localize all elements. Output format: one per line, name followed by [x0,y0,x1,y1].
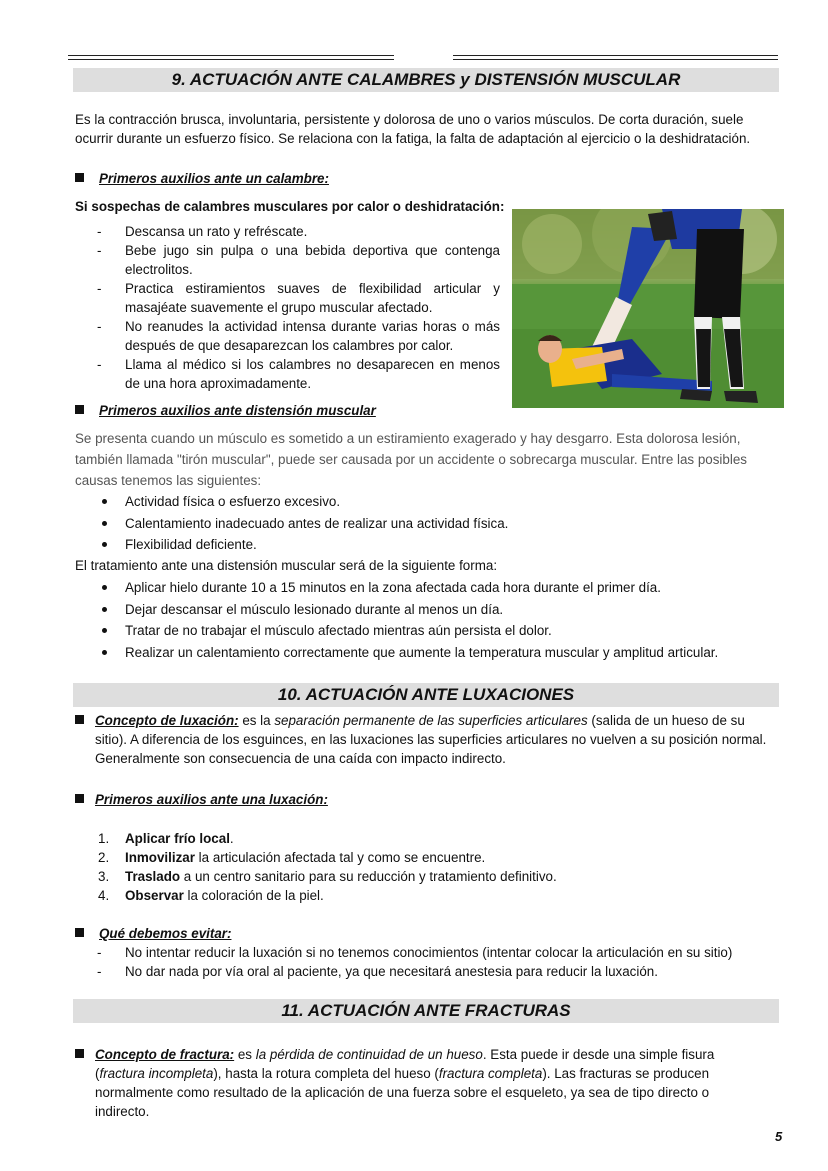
concept-line: indirecto. [95,1104,150,1119]
step-bold: Aplicar frío local [125,831,230,846]
top-rule-right [453,55,778,60]
list-item: - No intentar reducir la luxación si no tenemos conocimientos (intentar colocar la articulación en su sitio) [97,943,787,962]
strain-heading [75,401,376,420]
cramp-list [97,222,500,393]
strain-line: Se presenta cuando un músculo es sometido a un estiramiento exagerado y hay desgarro. Esta dolorosa lesión, [75,431,741,446]
top-rule-left [68,55,394,60]
step-text: la coloración de la piel. [183,888,324,903]
text-run: la pérdida de continuidad de un hueso [255,1047,483,1062]
cramp-heading-text: Primeros auxilios ante un calambre: [99,171,329,186]
page-number: 5 [775,1129,783,1144]
step-number: 1. [98,831,110,846]
strain-description [75,428,777,491]
text-run: fractura incompleta [99,1066,214,1081]
luxation-steps [98,829,557,905]
list-item [98,829,557,848]
avoid-heading [75,924,231,943]
step-number: 3. [98,869,110,884]
step-text: . [229,831,234,846]
strain-line: causas tenemos las siguientes: [75,473,262,488]
list-item: Calentamiento inadecuado antes de realizar una actividad física. [99,513,508,535]
text-run: es [234,1047,256,1062]
text-run: ), hasta la rotura completa del hueso ( [213,1066,439,1081]
list-item: Realizar un calentamiento correctamente que aumente la temperatura muscular y amplitud articular. [99,642,718,664]
text-run: ). Las fracturas se producen [542,1066,710,1081]
list-item: - Descansa un rato y refréscate. [97,222,500,241]
list-item [98,848,557,867]
section-11-title: 11. ACTUACIÓN ANTE FRACTURAS [73,999,779,1023]
square-bullet-icon [75,405,84,414]
step-bold: Inmovilizar [125,850,195,865]
text-run: fractura completa [438,1066,543,1081]
list-item [98,886,557,905]
list-item: - Practica estiramientos suaves de flexibilidad articular y masajéate suavemente el grupo muscular afectado. [97,279,500,317]
luxation-aid-heading [75,790,328,809]
causes-list [99,491,508,556]
square-bullet-icon [75,1049,84,1058]
square-bullet-icon [75,928,84,937]
list-item: - Llama al médico si los calambres no desaparecen en menos de una hora aproximadamente. [97,355,500,393]
text-run: es la [238,713,275,728]
text-run: separación permanente de las superficies articulares [274,713,588,728]
intro-line: Es la contracción brusca, involuntaria, persistente y dolorosa de uno o varios músculos. De corta duración, suele [75,112,744,127]
step-number: 4. [98,888,110,903]
text-run: ( [95,1066,100,1081]
text-run: . Esta puede ir desde una simple fisura [482,1047,715,1062]
cramp-heading [75,169,329,188]
cramp-subheading: Si sospechas de calambres musculares por calor o deshidratación: [75,199,505,214]
soccer-players-image [512,209,784,408]
square-bullet-icon [75,173,84,182]
list-item: Flexibilidad deficiente. [99,534,508,556]
text-run: (salida de un hueso de su [587,713,745,728]
cramp-stretch-photo [512,209,784,408]
list-item [98,867,557,886]
square-bullet-icon [75,794,84,803]
list-item: Aplicar hielo durante 10 a 15 minutos en la zona afectada cada hora durante el primer día. [99,577,718,599]
step-bold: Traslado [125,869,181,884]
fracture-concept [75,1045,777,1121]
concept-line: Generalmente son consecuencia de una caída con impacto indirecto. [95,751,506,766]
treatment-list [99,577,718,663]
section-9-title: 9. ACTUACIÓN ANTE CALAMBRES y DISTENSIÓN MUSCULAR [73,68,779,92]
section-10-title: 10. ACTUACIÓN ANTE LUXACIONES [73,683,779,707]
concept-label: Concepto de fractura: [95,1047,235,1062]
concept-line: normalmente como resultado de la aplicación de una fuerza sobre el esqueleto, ya sea de tipo directo o [95,1085,710,1100]
luxation-concept [75,711,777,768]
strain-heading-text: Primeros auxilios ante distensión muscular [99,403,376,418]
step-bold: Observar [125,888,184,903]
aid-heading-text: Primeros auxilios ante una luxación: [95,792,328,807]
step-text: la articulación afectada tal y como se encuentre. [194,850,486,865]
step-number: 2. [98,850,110,865]
list-item: Dejar descansar el músculo lesionado durante al menos un día. [99,599,718,621]
list-item: - No reanudes la actividad intensa durante varias horas o más después de que desaparezcan los calambres por calor. [97,317,500,355]
concept-label: Concepto de luxación: [95,713,239,728]
square-bullet-icon [75,715,84,724]
avoid-heading-text: Qué debemos evitar: [99,926,232,941]
list-item: - No dar nada por vía oral al paciente, ya que necesitará anestesia para reducir la luxación. [97,962,787,981]
intro-line: ocurrir durante un esfuerzo físico. Se relaciona con la fatiga, la falta de adaptación al ejercicio o la deshidratación. [75,131,751,146]
treatment-intro: El tratamiento ante una distensión muscular será de la siguiente forma: [75,558,498,573]
step-text: a un centro sanitario para su reducción y tratamiento definitivo. [180,869,557,884]
list-item: Actividad física o esfuerzo excesivo. [99,491,508,513]
strain-line: también llamada "tirón muscular", puede ser causada por un accidente o sobrecarga muscular. Entre las posibles [75,452,747,467]
section-9-intro [75,110,777,148]
list-item: - Bebe jugo sin pulpa o una bebida deportiva que contenga electrolitos. [97,241,500,279]
concept-line: sitio). A diferencia de los esguinces, en las luxaciones las superficies articulares no vuelven a su posición normal. [95,732,767,747]
list-item: Tratar de no trabajar el músculo afectado mientras aún persista el dolor. [99,620,718,642]
avoid-list [97,943,787,981]
